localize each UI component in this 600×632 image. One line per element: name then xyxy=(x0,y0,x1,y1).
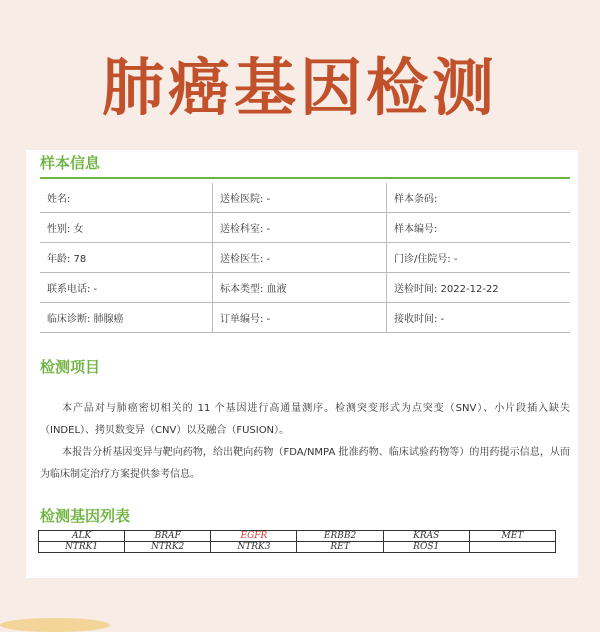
gene-cell: MET xyxy=(469,531,555,542)
table-row xyxy=(40,303,570,333)
sample-info-table xyxy=(40,183,570,333)
test-items-heading: 检测项目 xyxy=(40,358,101,376)
table-row xyxy=(40,213,570,243)
sample-info-divider xyxy=(40,177,570,179)
table-row xyxy=(40,273,570,303)
info-cell: 样本条码: xyxy=(387,183,571,213)
gene-list-table xyxy=(38,530,556,553)
gene-cell: KRAS xyxy=(383,531,469,542)
test-items-paragraph-2: 本报告分析基因变异与靶向药物，给出靶向药物（FDA/NMPA 批准药物、临床试验药物等）的用药提示信息，从而为临床制定治疗方案提供参考信息。 xyxy=(40,447,570,480)
gene-cell: NTRK2 xyxy=(125,542,211,553)
info-cell: 送检医院: - xyxy=(213,183,387,213)
gene-cell xyxy=(469,542,555,553)
info-cell: 联系电话: - xyxy=(40,273,213,303)
gene-cell: RET xyxy=(297,542,383,553)
gene-cell: ERBB2 xyxy=(297,531,383,542)
info-cell: 临床诊断: 肺腺癌 xyxy=(40,303,213,333)
gene-cell: BRAF xyxy=(125,531,211,542)
table-row xyxy=(40,243,570,273)
test-items-paragraph-1: 本产品对与肺癌密切相关的 11 个基因进行高通量测序。检测突变形式为点突变（SNV）、小片段插入缺失（INDEL）、拷贝数变异（CNV）以及融合（FUSION）。 xyxy=(40,403,570,436)
info-cell: 接收时间: - xyxy=(387,303,571,333)
info-cell: 门诊/住院号: - xyxy=(387,243,571,273)
decorative-shape xyxy=(0,618,110,632)
gene-cell-highlighted: EGFR xyxy=(211,531,297,542)
info-cell: 订单编号: - xyxy=(213,303,387,333)
table-row xyxy=(39,542,556,553)
gene-cell: NTRK1 xyxy=(39,542,125,553)
sample-info-heading: 样本信息 xyxy=(40,154,101,172)
page-title: 肺癌基因检测 xyxy=(101,51,498,124)
gene-cell: ALK xyxy=(39,531,125,542)
info-cell: 年龄: 78 xyxy=(40,243,213,273)
info-cell: 标本类型: 血液 xyxy=(213,273,387,303)
table-row xyxy=(39,531,556,542)
info-cell: 送检医生: - xyxy=(213,243,387,273)
gene-list-heading: 检测基因列表 xyxy=(40,507,131,525)
info-cell: 送检时间: 2022-12-22 xyxy=(387,273,571,303)
table-row xyxy=(40,183,570,213)
info-cell: 送检科室: - xyxy=(213,213,387,243)
info-cell: 样本编号: xyxy=(387,213,571,243)
gene-cell: NTRK3 xyxy=(211,542,297,553)
gene-cell: ROS1 xyxy=(383,542,469,553)
info-cell: 性别: 女 xyxy=(40,213,213,243)
report-card xyxy=(26,150,578,578)
info-cell: 姓名: xyxy=(40,183,213,213)
